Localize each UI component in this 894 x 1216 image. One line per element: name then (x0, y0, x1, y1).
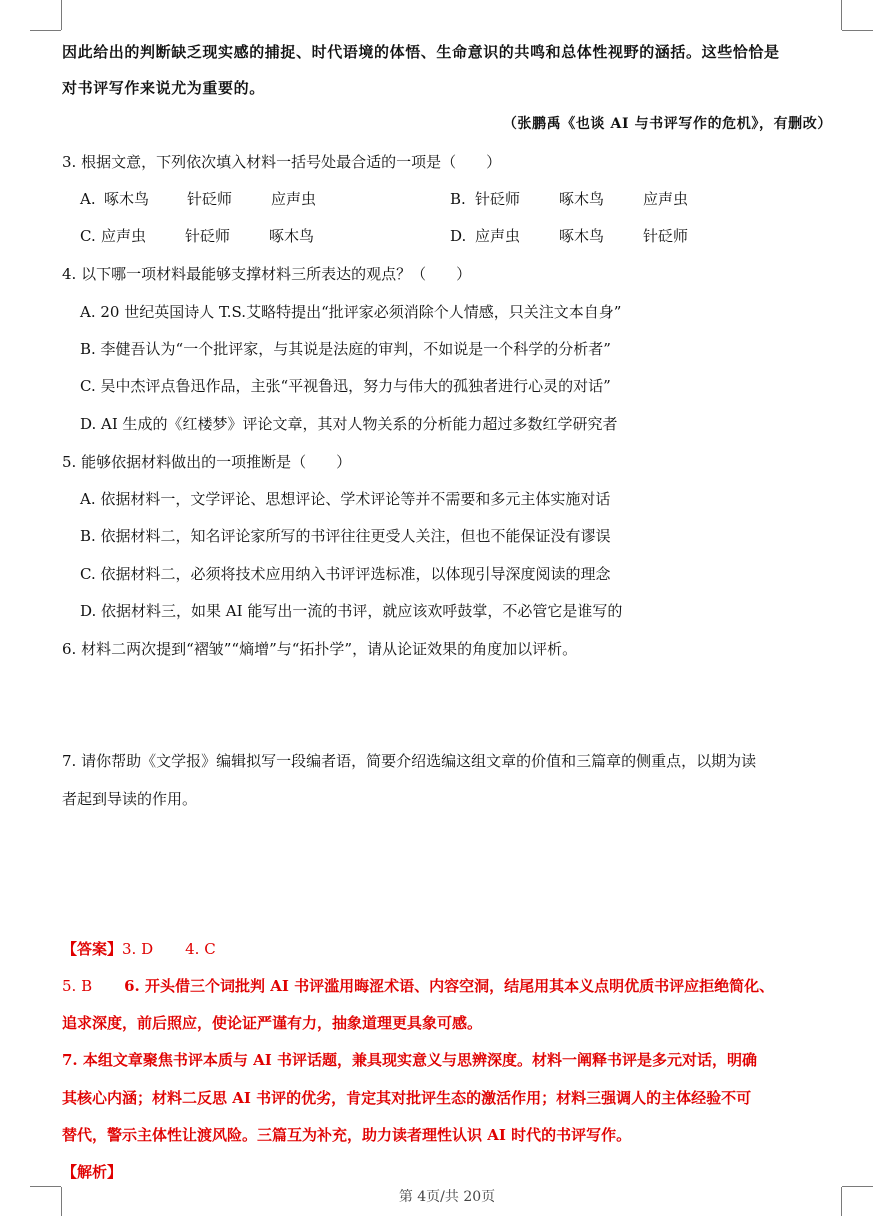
page-number: 第 4页/共 20页 (398, 1189, 496, 1205)
q4-option-b: B. 李健吾认为“一个批评家，与其说是法庭的审判，不如说是一个科学的分析者” (80, 340, 611, 358)
q4-option-d: D. AI 生成的《红楼梦》评论文章，其对人物关系的分析能力超过多数红学研究者 (80, 415, 618, 433)
answer-line-3-4 (62, 937, 216, 961)
question-7-stem-cont: 者起到导读的作用。 (62, 790, 198, 808)
question-3-stem: 3. 根据文意，下列依次填入材料一括号处最合适的一项是（ ） (62, 153, 502, 171)
q5-option-b: B. 依据材料二，知名评论家所写的书评往往更受人关注，但也不能保证没有谬误 (80, 527, 611, 545)
crop-mark-top-right-h (842, 30, 873, 31)
crop-mark-top-left-h (30, 30, 61, 31)
q4-option-c: C. 吴中杰评点鲁迅作品，主张“平视鲁迅，努力与伟大的孤独者进行心灵的对话” (80, 377, 611, 395)
analysis-tag: 【解析】 (62, 1163, 123, 1181)
answer-tag: 【答案】 (62, 940, 123, 958)
question-5-stem: 5. 能够依据材料做出的一项推断是（ ） (62, 453, 352, 471)
crop-mark-top-left-v (61, 0, 62, 30)
crop-mark-top-right-v (841, 0, 842, 30)
q4-option-a: A. 20 世纪英国诗人 T.S.艾略特提出“批评家必须消除个人情感，只关注文本自身” (80, 303, 622, 321)
answer-7: 7. 本组文章聚焦书评本质与 AI 书评话题，兼具现实意义与思辨深度。材料一阐释书评是多元对话，明确 (62, 1051, 757, 1069)
question-7-stem: 7. 请你帮助《文学报》编辑拟写一段编者语，简要介绍选编这组文章的价值和三篇章的侧重点，以期为读 (62, 752, 757, 770)
answer-5: 5. B (62, 977, 93, 995)
answer-7-cont: 其核心内涵；材料二反思 AI 书评的优劣，肯定其对批评生态的激活作用；材料三强调人的主体经验不可 (62, 1089, 752, 1107)
passage-line: 因此给出的判断缺乏现实感的捕捉、时代语境的体悟、生命意识的共鸣和总体性视野的涵括。这些恰恰是 (62, 43, 780, 61)
question-6-stem: 6. 材料二两次提到“褶皱”“熵增”与“拓扑学”，请从论证效果的角度加以评析。 (62, 640, 578, 658)
passage-line: 对书评写作来说尤为重要的。 (62, 79, 265, 97)
q5-option-d: D. 依据材料三，如果 AI 能写出一流的书评，就应该欢呼鼓掌，不必管它是谁写的 (80, 602, 623, 620)
answer-line-5-6 (62, 974, 774, 998)
question-4-stem: 4. 以下哪一项材料最能够支撑材料三所表达的观点？（ ） (62, 265, 472, 283)
q5-option-c: C. 依据材料二，必须将技术应用纳入书评评选标准，以体现引导深度阅读的理念 (80, 565, 611, 583)
answer-4: 4. C (185, 940, 216, 958)
answer-7-cont: 替代，警示主体性让渡风险。三篇互为补充，助力读者理性认识 AI 时代的书评写作。 (62, 1126, 632, 1144)
answer-6-cont: 追求深度，前后照应，使论证严谨有力，抽象道理更具象可感。 (62, 1014, 483, 1032)
answer-6: 6. 开头借三个词批判 AI 书评滥用晦涩术语、内容空洞，结尾用其本义点明优质书评应拒绝简化、 (124, 977, 775, 995)
q5-option-a: A. 依据材料一，文学评论、思想评论、学术评论等并不需要和多元主体实施对话 (80, 490, 611, 508)
answer-3: 3. D (122, 940, 154, 958)
passage-source: （张鹏禹《也谈 AI 与书评写作的危机》，有删改） (502, 116, 832, 132)
